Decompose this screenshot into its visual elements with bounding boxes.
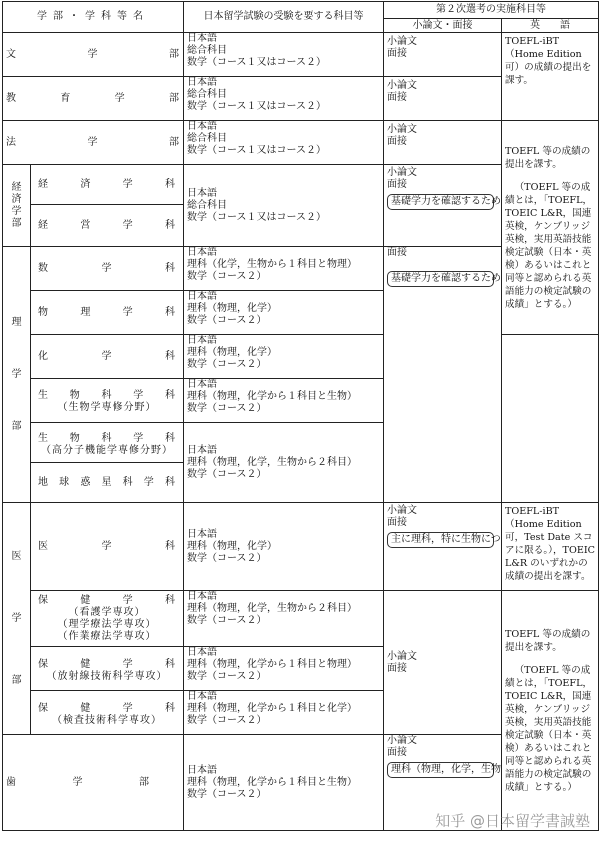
dept-name-char: 学 [133, 390, 144, 402]
dept-name-char: 科 [165, 351, 176, 363]
english-shared-1-p2: （TOEFL 等の成績とは，「TOEFL，TOEIC L&R，国連英検，ケンブリッジ英検，実用英語技能検定試験（日本・英検）あるいはこれと同等と認められる英語能力の検定試験の成績」とする。） [505, 181, 595, 311]
english-letters-text: TOEFL-iBT（Home Edition 可）の成績の提出を課す。 [505, 35, 595, 87]
dept-health-radiology [31, 647, 184, 691]
subject-line: 日本語 [187, 379, 380, 391]
subject-line: 日本語 [187, 121, 380, 133]
dept-name-char: 部 [169, 93, 180, 105]
subjects-math [184, 247, 384, 291]
dept-name-char: 学 [123, 220, 134, 232]
dept-polymer-sub: （高分子機能学専修分野） [34, 445, 180, 457]
dept-name-char: 健 [80, 703, 91, 715]
header-eju-subjects: 日本留学試験の受験を要する科目等 [184, 2, 384, 33]
dept-name-char: 経 [38, 220, 49, 232]
dept-name-char: 理 [80, 307, 91, 319]
dept-name-char: 科 [165, 477, 176, 489]
admission-subjects-table [2, 1, 599, 831]
dept-name-char: 学 [144, 477, 155, 489]
subject-line: 理科（物理，化学から１科目と生物） [187, 777, 380, 789]
second-item: 面接 [387, 247, 498, 259]
subjects-health-nursing [184, 591, 384, 647]
dept-name-char: 学 [123, 659, 134, 671]
second-item: 小論文 [387, 36, 498, 48]
dept-name-char: 学 [102, 541, 113, 553]
second-item: 面接 [387, 517, 498, 529]
row-medicine-md [3, 503, 599, 591]
second-item: 小論文 [387, 80, 498, 92]
dept-name-char: 生 [38, 390, 49, 402]
dept-medicine-name [34, 541, 180, 553]
dept-health-sub: （作業療法学専攻） [34, 631, 180, 643]
subjects-biology [184, 379, 384, 423]
second-science [384, 247, 502, 503]
row-science-polymer [3, 423, 599, 463]
dept-management [31, 205, 184, 247]
dept-name-char: 惑 [80, 477, 91, 489]
dept-physics-name [34, 307, 180, 319]
second-item: 面接 [387, 179, 498, 191]
dept-math-name [34, 263, 180, 275]
dept-name-char: 科 [165, 220, 176, 232]
dept-name-char: 学 [123, 307, 134, 319]
note-science: 基礎学力を確認するため [387, 271, 494, 287]
dept-name-char: 健 [80, 659, 91, 671]
dept-chemistry [31, 335, 184, 379]
english-letters [502, 33, 599, 121]
dept-math [31, 247, 184, 291]
dept-chemistry-name [34, 351, 180, 363]
dept-name-char: 部 [169, 137, 180, 149]
row-letters [3, 33, 599, 77]
row-law [3, 121, 599, 165]
faculty-char: 理 [3, 317, 30, 329]
dept-medicine [31, 503, 184, 591]
second-item: 小論文 [387, 505, 498, 517]
second-economics [384, 165, 502, 247]
second-education [384, 77, 502, 121]
faculty-science [3, 247, 31, 503]
subjects-physics [184, 291, 384, 335]
dept-name-char: 科 [102, 433, 113, 445]
dept-biology-name [34, 388, 180, 402]
dept-dentistry-name [6, 777, 180, 789]
dept-name-char: 科 [102, 390, 113, 402]
dept-name-char: 健 [80, 595, 91, 607]
english-medicine-text: TOEFL-iBT（Home Edition 可，Test Date スコアに限る。），TOEIC L&R のいずれかの成績の提出を課す。 [505, 505, 595, 583]
subjects-economics [184, 165, 384, 247]
second-item: 小論文 [387, 124, 498, 136]
dept-name-char: 歯 [6, 777, 17, 789]
dept-name-char: 済 [80, 179, 91, 191]
dept-name-char: 学 [88, 137, 99, 149]
watermark: 知乎 @日本留学書誠塾 [435, 810, 590, 831]
subject-line: 日本語 [187, 77, 380, 89]
second-letters [384, 33, 502, 77]
dept-health-lab [31, 691, 184, 735]
subject-line: 総合科目 [187, 200, 380, 212]
dept-health-sub: （放射線技術科学専攻） [34, 671, 180, 683]
dept-name-char: 科 [165, 703, 176, 715]
faculty-medicine [3, 503, 31, 735]
second-item: 小論文 [387, 651, 498, 663]
second-item: 面接 [387, 136, 498, 148]
subject-line: 総合科目 [187, 45, 380, 57]
faculty-char: 医 [3, 551, 30, 563]
faculty-char: 学 [3, 206, 30, 218]
dept-health-name [34, 655, 180, 671]
subject-line: 数学（コース２） [187, 671, 380, 683]
subject-line: 理科（化学，生物から１科目と物理） [187, 259, 380, 271]
english-science-end [502, 463, 599, 503]
dept-biology [31, 379, 184, 423]
faculty-char: 学 [3, 369, 30, 381]
note-dentistry: 理科（物理，化学，生物 [387, 762, 494, 778]
subject-line: 理科（物理，化学，生物から２科目） [187, 603, 380, 615]
second-item: 小論文 [387, 735, 498, 747]
subject-line: 日本語 [187, 335, 380, 347]
subject-line: 日本語 [187, 691, 380, 703]
dept-name-char: 地 [38, 477, 49, 489]
dept-name-char: 教 [6, 93, 17, 105]
dept-name-char: 学 [88, 49, 99, 61]
subjects-health-radiology [184, 647, 384, 691]
faculty-char: 学 [3, 613, 30, 625]
subject-line: 総合科目 [187, 133, 380, 145]
subject-line: 日本語 [187, 765, 380, 777]
subject-line: 数学（コース２） [187, 715, 380, 727]
dept-name-char: 経 [38, 179, 49, 191]
dept-name-char: 営 [80, 220, 91, 232]
subject-line: 数学（コース１又はコース２） [187, 101, 380, 113]
dept-name-char: 科 [165, 390, 176, 402]
english-shared-2-p1: TOEFL 等の成績の提出を課す。 [505, 628, 595, 654]
dept-health-sub: （検査技術科学専攻） [34, 715, 180, 727]
english-medicine [502, 503, 599, 591]
english-shared-2 [502, 591, 599, 831]
dept-name-char: 学 [133, 433, 144, 445]
subject-line: 数学（コース１又はコース２） [187, 212, 380, 224]
subjects-health-lab [184, 691, 384, 735]
dept-name-char: 科 [165, 433, 176, 445]
dept-health-sub: （理学療法学専攻） [34, 619, 180, 631]
subject-line: 数学（コース２） [187, 315, 380, 327]
dept-letters-name [6, 49, 180, 61]
subject-line: 数学（コース１又はコース２） [187, 57, 380, 69]
subjects-polymer-earth [184, 423, 384, 503]
subject-line: 数学（コース２） [187, 403, 380, 415]
second-item: 面接 [387, 663, 498, 675]
dept-name-char: 科 [165, 179, 176, 191]
dept-name-char: 部 [169, 49, 180, 61]
faculty-char: 経 [3, 182, 30, 194]
faculty-char: 部 [3, 675, 30, 687]
row-science-chemistry [3, 335, 599, 379]
dept-education [3, 77, 184, 121]
subject-line: 理科（物理，化学） [187, 541, 380, 553]
english-shared-1-p1: TOEFL 等の成績の提出を課す。 [505, 145, 595, 171]
subject-line: 数学（コース２） [187, 615, 380, 627]
dept-health-name [34, 594, 180, 607]
dept-name-char: 部 [139, 777, 150, 789]
header-english: 英 語 [502, 19, 599, 33]
dept-name-char: 科 [123, 477, 134, 489]
dept-name-char: 球 [59, 477, 70, 489]
header-second-stage: 第２次選考の実施科目等 [384, 2, 599, 19]
dept-name-char: 科 [165, 541, 176, 553]
subject-line: 理科（物理，化学から１科目と化学） [187, 703, 380, 715]
second-item: 面接 [387, 48, 498, 60]
subjects-medicine [184, 503, 384, 591]
dept-physics [31, 291, 184, 335]
subject-line: 数学（コース２） [187, 359, 380, 371]
subject-line: 数学（コース１又はコース２） [187, 145, 380, 157]
subject-line: 日本語 [187, 33, 380, 45]
dept-name-char: 数 [38, 263, 49, 275]
dept-name-char: 医 [38, 541, 49, 553]
dept-name-char: 物 [70, 433, 81, 445]
dept-name-char: 科 [165, 659, 176, 671]
dept-health-name [34, 699, 180, 715]
header-faculty-dept [3, 2, 184, 33]
dept-name-char: 化 [38, 351, 49, 363]
english-shared-1 [502, 121, 599, 335]
second-medicine [384, 503, 502, 591]
dept-name-char: 学 [123, 703, 134, 715]
subject-line: 日本語 [187, 647, 380, 659]
subject-line: 理科（物理，化学から１科目と生物） [187, 391, 380, 403]
second-item: 面接 [387, 92, 498, 104]
dept-name-char: 科 [165, 307, 176, 319]
row-medicine-health-nursing [3, 591, 599, 647]
subject-line: 日本語 [187, 591, 380, 603]
faculty-char: 部 [3, 218, 30, 230]
dept-earth [31, 463, 184, 503]
dept-dentistry [3, 735, 184, 831]
dept-health-nursing [31, 591, 184, 647]
note-medicine: 主に理科，特に生物につ [387, 532, 494, 548]
second-item: 小論文 [387, 167, 498, 179]
dept-biology-sub: （生物学専修分野） [34, 402, 180, 414]
subject-line: 総合科目 [187, 89, 380, 101]
subjects-letters [184, 33, 384, 77]
subject-line: 理科（物理，化学） [187, 347, 380, 359]
row-science-biology [3, 379, 599, 423]
dept-name-char: 学 [102, 351, 113, 363]
dept-economics [31, 165, 184, 205]
dept-earth-name [34, 477, 180, 489]
dept-name-char: 生 [38, 433, 49, 445]
dept-name-char: 科 [165, 263, 176, 275]
subjects-dentistry [184, 735, 384, 831]
subject-line: 日本語 [187, 529, 380, 541]
dept-name-char: 物 [70, 390, 81, 402]
dept-name-char: 科 [165, 595, 176, 607]
dept-name-char: 学 [102, 263, 113, 275]
subject-line: 数学（コース２） [187, 553, 380, 565]
dept-name-char: 文 [6, 49, 17, 61]
subject-line: 数学（コース２） [187, 469, 380, 481]
faculty-char: 済 [3, 194, 30, 206]
subjects-chemistry [184, 335, 384, 379]
dept-name-char: 保 [38, 659, 49, 671]
subject-line: 理科（物理，化学から１科目と物理） [187, 659, 380, 671]
dept-education-name [6, 93, 180, 105]
faculty-economics [3, 165, 31, 247]
subject-line: 理科（物理，化学，生物から２科目） [187, 457, 380, 469]
subject-line: 日本語 [187, 247, 380, 259]
subject-line: 日本語 [187, 188, 380, 200]
dept-law [3, 121, 184, 165]
dept-name-char: 学 [115, 93, 126, 105]
dept-polymer [31, 423, 184, 463]
dept-law-name [6, 137, 180, 149]
dept-health-sub: （看護学専攻） [34, 607, 180, 619]
dept-name-char: 法 [6, 137, 17, 149]
dept-name-char: 学 [73, 777, 84, 789]
subject-line: 日本語 [187, 291, 380, 303]
dept-polymer-name [34, 429, 180, 445]
dept-name-char: 保 [38, 595, 49, 607]
header-faculty-dept-label: 学部・学科等名 [37, 11, 149, 22]
dept-name-char: 学 [123, 179, 134, 191]
subject-line: 理科（物理，化学） [187, 303, 380, 315]
faculty-char: 部 [3, 421, 30, 433]
subject-line: 数学（コース２） [187, 271, 380, 283]
dept-name-char: 学 [123, 595, 134, 607]
subject-line: 日本語 [187, 445, 380, 457]
dept-name-char: 物 [38, 307, 49, 319]
dept-name-char: 育 [60, 93, 71, 105]
header-essay-interview: 小論文・面接 [384, 19, 502, 33]
second-health [384, 591, 502, 735]
second-item: 面接 [387, 747, 498, 759]
english-shared-2-p2: （TOEFL 等の成績とは，「TOEFL，TOEIC L&R，国連英検，ケンブリッジ英検，実用英語技能検定試験（日本・英検）あるいはこれと同等と認められる英語能力の検定試験の成績」とする。） [505, 664, 595, 794]
subject-line: 数学（コース２） [187, 789, 380, 801]
dept-letters [3, 33, 184, 77]
second-law [384, 121, 502, 165]
dept-name-char: 星 [101, 477, 112, 489]
dept-management-name [34, 220, 180, 232]
dept-economics-name [34, 179, 180, 191]
dept-name-char: 保 [38, 703, 49, 715]
subjects-law [184, 121, 384, 165]
subjects-education [184, 77, 384, 121]
note-economics: 基礎学力を確認するため [387, 194, 494, 210]
